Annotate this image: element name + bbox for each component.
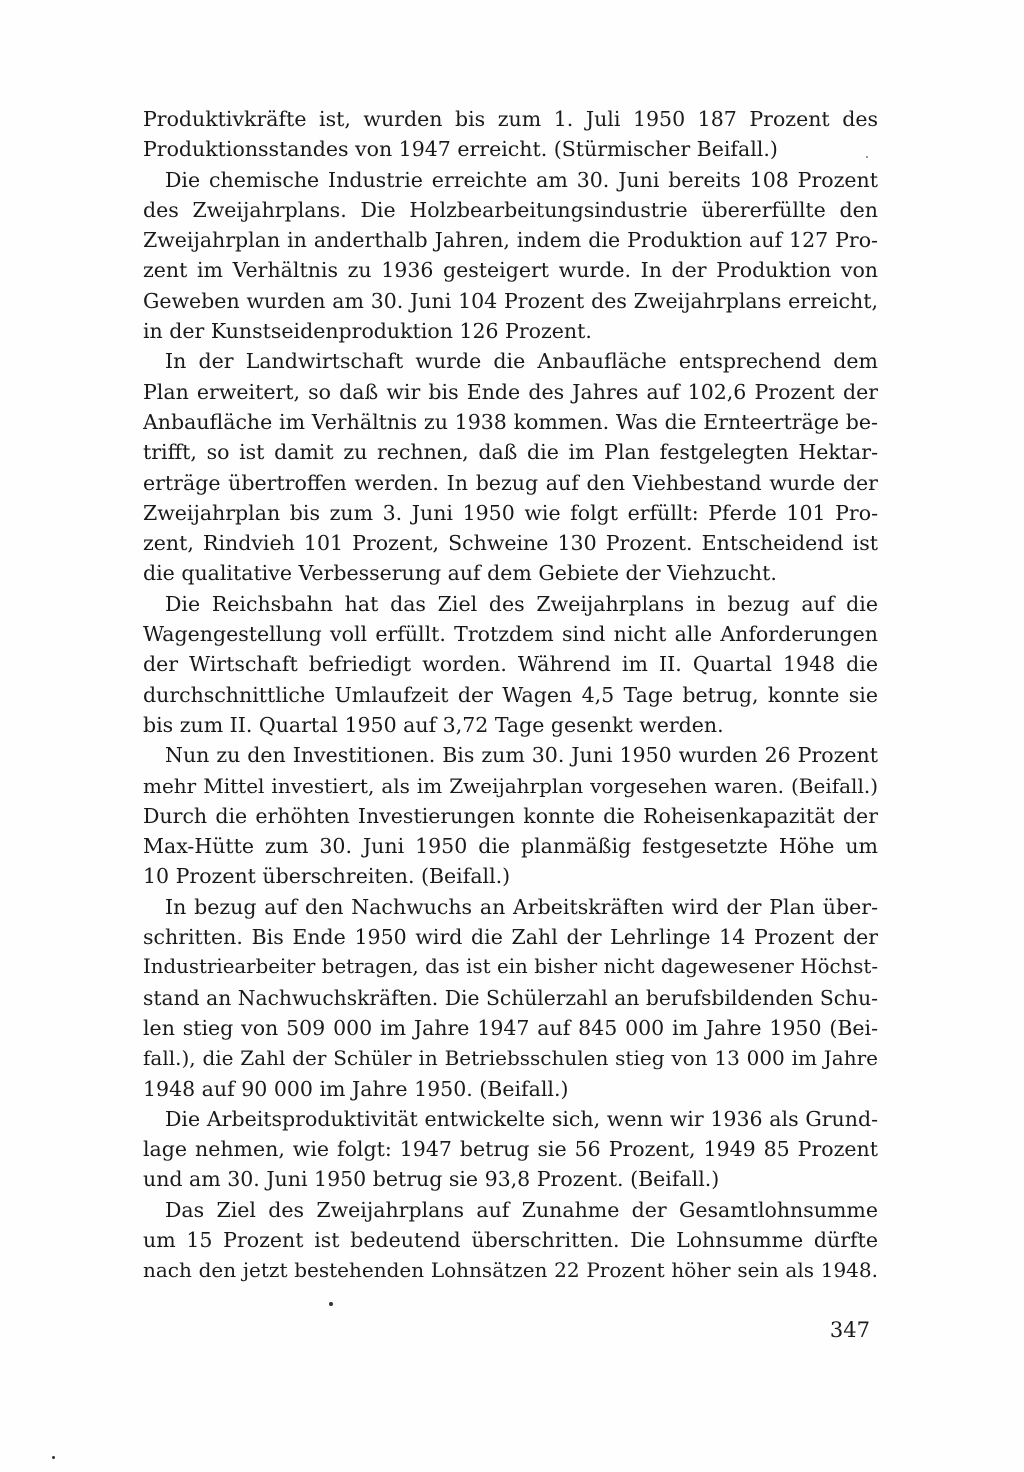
text-line: und am 30. Juni 1950 betrug sie 93,8 Prozent. (Beifall.)	[143, 1167, 720, 1192]
text-line: 10 Prozent überschreiten. (Beifall.)	[143, 864, 511, 889]
text-line: des Zweijahrplans. Die Holzbearbeitungsindustrie übererfüllte den	[143, 197, 878, 222]
text-line: Zweijahrplan in anderthalb Jahren, indem die Produktion auf 127 Pro-	[143, 228, 878, 253]
text-line: lage nehmen, wie folgt: 1947 betrug sie 56 Prozent, 1949 85 Prozent	[143, 1137, 878, 1162]
text-line: nach den jetzt bestehenden Lohnsätzen 22 Prozent höher sein als 1948.	[143, 1258, 878, 1283]
text-line: der Wirtschaft befriedigt worden. Während im II. Quartal 1948 die	[143, 652, 878, 677]
text-line: Wagengestellung voll erfüllt. Trotzdem sind nicht alle Anforderungen	[143, 622, 878, 647]
text-line: Plan erweitert, so daß wir bis Ende des Jahres auf 102,6 Prozent der	[143, 379, 878, 404]
text-line: Produktionsstandes von 1947 erreicht. (Stürmischer Beifall.)	[143, 137, 778, 162]
print-speck	[866, 156, 868, 158]
text-line: trifft, so ist damit zu rechnen, daß die im Plan festgelegten Hektar-	[143, 440, 878, 465]
text-line: in der Kunstseidenproduktion 126 Prozent.	[143, 319, 592, 344]
text-line: Industriearbeiter betragen, das ist ein bisher nicht dagewesener Höchst-	[143, 955, 878, 979]
text-line: erträge übertroffen werden. In bezug auf den Viehbestand wurde der	[143, 470, 878, 495]
text-line: durchschnittliche Umlaufzeit der Wagen 4,5 Tage betrug, konnte sie	[143, 682, 878, 707]
text-line: Nun zu den Investitionen. Bis zum 30. Juni 1950 wurden 26 Prozent	[165, 743, 878, 768]
text-line: bis zum II. Quartal 1950 auf 3,72 Tage gesenkt werden.	[143, 712, 724, 737]
text-line: fall.), die Zahl der Schüler in Betriebsschulen stieg von 13 000 im Jahre	[143, 1046, 878, 1071]
text-line: zent, Rindvieh 101 Prozent, Schweine 130 Prozent. Entscheidend ist	[143, 531, 878, 556]
text-line: 1948 auf 90 000 im Jahre 1950. (Beifall.)	[143, 1076, 569, 1101]
page-number: 347	[829, 1318, 870, 1342]
text-line: Die Arbeitsproduktivität entwickelte sich, wenn wir 1936 als Grund-	[165, 1106, 878, 1131]
text-line: Zweijahrplan bis zum 3. Juni 1950 wie folgt erfüllt: Pferde 101 Pro-	[143, 500, 878, 525]
text-line: Produktivkräfte ist, wurden bis zum 1. Juli 1950 187 Prozent des	[143, 107, 878, 131]
text-line: Die Reichsbahn hat das Ziel des Zweijahrplans in bezug auf die	[165, 591, 878, 616]
text-line: die qualitative Verbesserung auf dem Gebiete der Viehzucht.	[143, 561, 777, 586]
text-line: Anbaufläche im Verhältnis zu 1938 kommen. Was die Ernteerträge be-	[143, 409, 878, 434]
print-speck	[52, 1456, 55, 1459]
text-line: Max-Hütte zum 30. Juni 1950 die planmäßig festgesetzte Höhe um	[143, 834, 878, 859]
text-line: Die chemische Industrie erreichte am 30. Juni bereits 108 Prozent	[165, 167, 878, 192]
text-line: mehr Mittel investiert, als im Zweijahrplan vorgesehen waren. (Beifall.)	[143, 773, 878, 798]
print-speck	[329, 1302, 333, 1306]
text-line: schritten. Bis Ende 1950 wird die Zahl der Lehrlinge 14 Prozent der	[143, 925, 878, 950]
text-line: um 15 Prozent ist bedeutend überschritten. Die Lohnsumme dürfte	[143, 1227, 878, 1252]
text-line: Das Ziel des Zweijahrplans auf Zunahme der Gesamtlohnsumme	[165, 1197, 878, 1222]
text-line: Geweben wurden am 30. Juni 104 Prozent des Zweijahrplans erreicht,	[143, 288, 878, 313]
text-line: len stieg von 509 000 im Jahre 1947 auf 845 000 im Jahre 1950 (Bei-	[143, 1015, 878, 1040]
text-line: stand an Nachwuchskräften. Die Schülerzahl an berufsbildenden Schu-	[143, 985, 878, 1010]
text-line: In bezug auf den Nachwuchs an Arbeitskräften wird der Plan über-	[165, 894, 878, 919]
body-text	[143, 104, 878, 1286]
text-line: Durch die erhöhten Investierungen konnte die Roheisenkapazität der	[143, 803, 878, 828]
text-line: In der Landwirtschaft wurde die Anbaufläche entsprechend dem	[165, 349, 878, 374]
text-line: zent im Verhältnis zu 1936 gesteigert wurde. In der Produktion von	[143, 258, 878, 283]
